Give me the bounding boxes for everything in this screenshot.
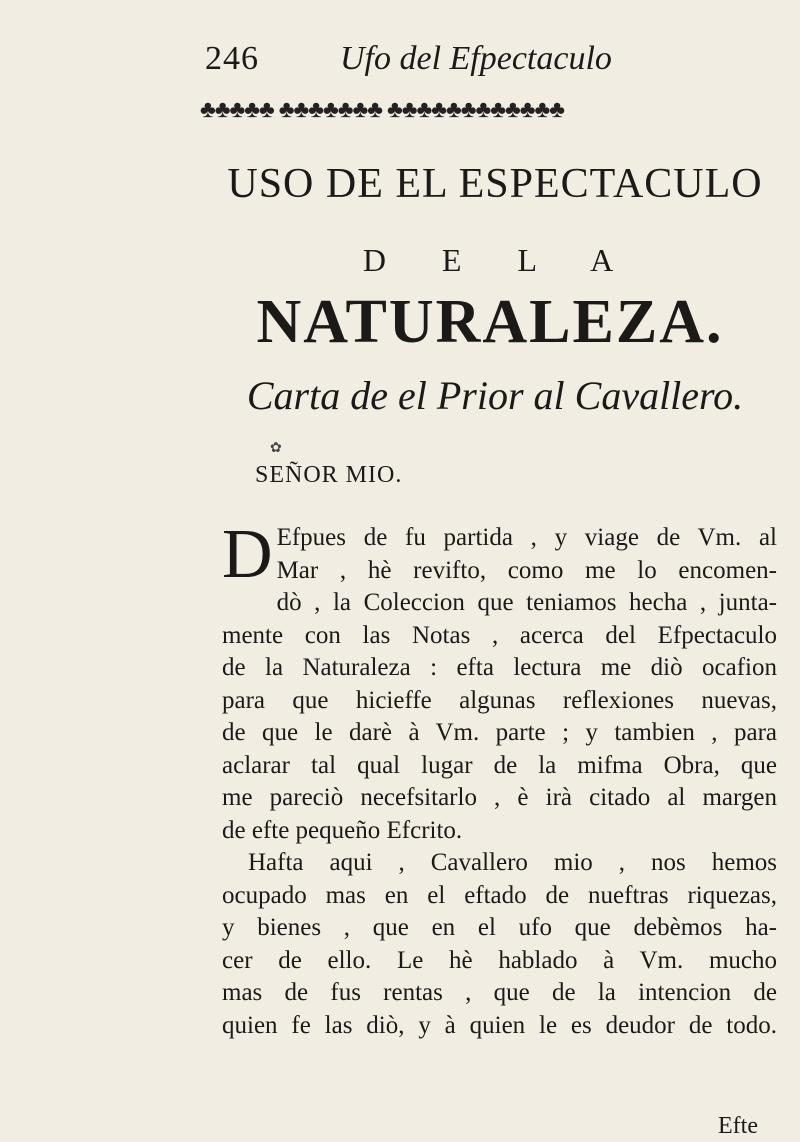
title-line-1: USO DE EL ESPECTACULO bbox=[227, 161, 763, 207]
page-number: 246 bbox=[205, 40, 259, 77]
text-line: ocupado mas en el eftado de nueftras riquezas, bbox=[222, 881, 777, 909]
title-line-2: D E L A bbox=[362, 242, 628, 278]
drop-cap: D bbox=[222, 516, 273, 593]
body-text bbox=[222, 516, 777, 1042]
title-line-3: NATURALEZA. bbox=[256, 288, 724, 356]
text-line: me pareciò necefsitarlo , è irà citado al margen bbox=[222, 784, 777, 811]
catchword: Efte bbox=[718, 1113, 758, 1139]
text-line: cer de ello. Le hè hablado à Vm. mucho bbox=[222, 946, 777, 974]
text-line: de efte pequeño Efcrito. bbox=[222, 816, 463, 844]
text-line: para que hicieffe algunas reflexiones nuevas, bbox=[222, 686, 777, 714]
salutation: SEÑOR MIO. bbox=[255, 462, 403, 488]
text-line: de la Naturaleza : efta lectura me diò ocafion bbox=[222, 654, 777, 681]
text-line: mas de fus rentas , que de la intencion de bbox=[222, 979, 777, 1006]
text-line: dò , la Coleccion que teniamos hecha , junta- bbox=[276, 589, 777, 616]
text-line: Mar , hè revifto, como me lo encomen- bbox=[276, 556, 777, 584]
ornament-band: ♣♣♣♣♣ ♣♣♣♣♣♣♣ ♣♣♣♣♣♣♣♣♣♣♣♣ bbox=[200, 97, 564, 123]
text-line: quien fe las diò, y à quien le es deudor de todo. bbox=[222, 1011, 777, 1039]
page-header bbox=[205, 40, 760, 90]
fleuron-icon: ✿ bbox=[270, 441, 282, 456]
letter-subtitle: Carta de el Prior al Cavallero. bbox=[246, 373, 744, 418]
text-line: Efpues de fu partida , y viage de Vm. al bbox=[276, 524, 777, 551]
text-line: de que le darè à Vm. parte ; y tambien , para bbox=[222, 719, 777, 746]
running-title: Ufo del Efpectaculo bbox=[340, 40, 612, 77]
text-line: mente con las Notas , acerca del Efpectaculo bbox=[222, 621, 777, 649]
text-line: y bienes , que en el ufo que debèmos ha- bbox=[222, 914, 777, 941]
text-line: aclarar tal qual lugar de la mifma Obra, que bbox=[222, 751, 777, 779]
text-line: Hafta aqui , Cavallero mio , nos hemos bbox=[248, 849, 777, 876]
